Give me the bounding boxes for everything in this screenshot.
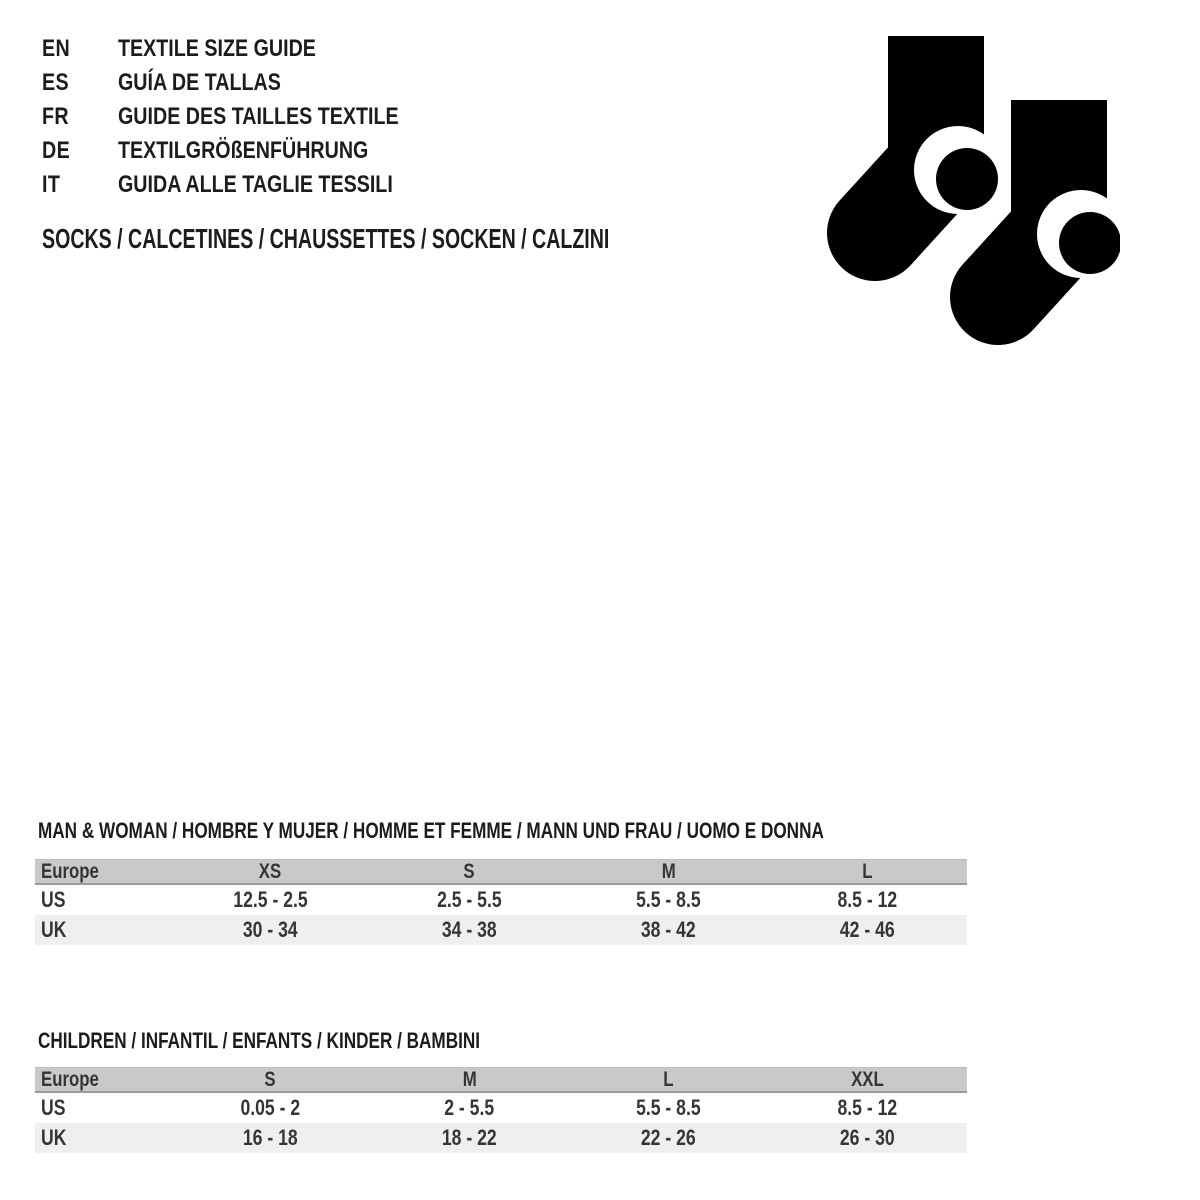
row-label	[35, 885, 171, 915]
language-label-text: TEXTILGRÖßENFÜHRUNG	[118, 137, 369, 164]
size-cell	[370, 1123, 569, 1153]
language-code-text: ES	[42, 69, 70, 96]
size-cell-text: 2 - 5.5	[444, 1095, 495, 1120]
size-cell-text: 42 - 46	[840, 917, 895, 942]
size-cell	[768, 885, 967, 915]
size-cell	[569, 1093, 768, 1123]
size-table-children	[35, 1067, 967, 1153]
size-cell	[569, 915, 768, 945]
column-header-region	[35, 860, 171, 884]
size-cell-text: 38 - 42	[641, 917, 696, 942]
row-label	[35, 915, 171, 945]
size-cell-text: 18 - 22	[442, 1125, 497, 1150]
table-row-uk	[35, 1123, 967, 1153]
column-header-l	[768, 860, 967, 884]
column-header-s	[370, 860, 569, 884]
table-title-children	[38, 1028, 605, 1054]
size-cell	[370, 1093, 569, 1123]
size-cell-text: 5.5 - 8.5	[636, 1095, 701, 1120]
socks-icon	[810, 25, 1120, 355]
language-code-es	[42, 69, 118, 97]
category-line	[42, 222, 853, 256]
language-code-fr	[42, 103, 118, 131]
size-cell-text: 34 - 38	[442, 917, 497, 942]
language-row-fr	[42, 100, 460, 134]
table-title-adults	[38, 818, 1046, 844]
size-cell-text: 30 - 34	[243, 917, 298, 942]
size-cell	[171, 885, 370, 915]
row-label-text: UK	[41, 917, 67, 942]
row-label-text: UK	[41, 1125, 67, 1150]
table-title-adults-text: MAN & WOMAN / HOMBRE Y MUJER / HOMME ET FEMME / MANN UND FRAU / UOMO E DONNA	[38, 818, 824, 843]
language-label-es	[118, 69, 317, 97]
language-label-text: GUIDE DES TAILLES TEXTILE	[118, 103, 399, 130]
language-label-de	[118, 137, 423, 165]
column-header-m	[370, 1068, 569, 1092]
language-label-it	[118, 171, 453, 199]
size-cell	[171, 1123, 370, 1153]
language-code-de	[42, 137, 118, 165]
size-cell-text: 8.5 - 12	[837, 887, 898, 912]
column-header-xs	[171, 860, 370, 884]
category-line-text: SOCKS / CALCETINES / CHAUSSETTES / SOCKEN / CALZINI	[42, 223, 610, 254]
row-label-text: US	[41, 887, 66, 912]
table-title-children-text: CHILDREN / INFANTIL / ENFANTS / KINDER / BAMBINI	[38, 1028, 481, 1053]
size-cell	[768, 1123, 967, 1153]
language-code-text: IT	[42, 171, 61, 198]
column-header-text: L	[663, 1068, 674, 1091]
row-label-text: US	[41, 1095, 66, 1120]
size-cell	[569, 1123, 768, 1153]
size-cell-text: 22 - 26	[641, 1125, 696, 1150]
language-title-block	[42, 32, 460, 202]
table-row-us	[35, 885, 967, 915]
language-label-text: TEXTILE SIZE GUIDE	[118, 35, 316, 62]
size-table-adults	[35, 859, 967, 945]
size-cell-text: 2.5 - 5.5	[437, 887, 502, 912]
row-label	[35, 1093, 171, 1123]
size-cell-text: 5.5 - 8.5	[636, 887, 701, 912]
column-header-xxl	[768, 1068, 967, 1092]
language-row-it	[42, 168, 460, 202]
language-code-en	[42, 35, 118, 63]
column-header-l	[569, 1068, 768, 1092]
language-row-de	[42, 134, 460, 168]
column-header-text: M	[462, 1068, 477, 1091]
language-row-es	[42, 66, 460, 100]
size-cell	[569, 885, 768, 915]
column-header-text: XXL	[851, 1068, 884, 1091]
size-cell-text: 12.5 - 2.5	[233, 887, 308, 912]
column-header-text: S	[463, 860, 476, 883]
language-code-text: FR	[42, 103, 70, 130]
column-header-s	[171, 1068, 370, 1092]
table-row-us	[35, 1093, 967, 1123]
column-header-text: M	[661, 860, 676, 883]
size-cell-text: 26 - 30	[840, 1125, 895, 1150]
size-cell-text: 0.05 - 2	[240, 1095, 301, 1120]
language-label-text: GUÍA DE TALLAS	[118, 69, 281, 96]
table-header-row	[35, 859, 967, 885]
size-cell	[370, 915, 569, 945]
language-label-fr	[118, 103, 460, 131]
column-header-text: XS	[259, 860, 282, 883]
column-header-text: Europe	[41, 1068, 99, 1091]
language-label-text: GUIDA ALLE TAGLIE TESSILI	[118, 171, 393, 198]
size-cell-text: 16 - 18	[243, 1125, 298, 1150]
table-header-row	[35, 1067, 967, 1093]
size-cell-text: 8.5 - 12	[837, 1095, 898, 1120]
language-code-it	[42, 171, 118, 199]
size-cell	[370, 885, 569, 915]
size-cell	[768, 915, 967, 945]
language-code-text: EN	[42, 35, 71, 62]
size-cell	[171, 915, 370, 945]
column-header-m	[569, 860, 768, 884]
row-label	[35, 1123, 171, 1153]
column-header-region	[35, 1068, 171, 1092]
language-row-en	[42, 32, 460, 66]
size-cell	[171, 1093, 370, 1123]
column-header-text: S	[264, 1068, 277, 1091]
language-label-en	[118, 35, 359, 63]
language-code-text: DE	[42, 137, 71, 164]
table-row-uk	[35, 915, 967, 945]
column-header-text: Europe	[41, 860, 99, 883]
size-cell	[768, 1093, 967, 1123]
column-header-text: L	[862, 860, 873, 883]
